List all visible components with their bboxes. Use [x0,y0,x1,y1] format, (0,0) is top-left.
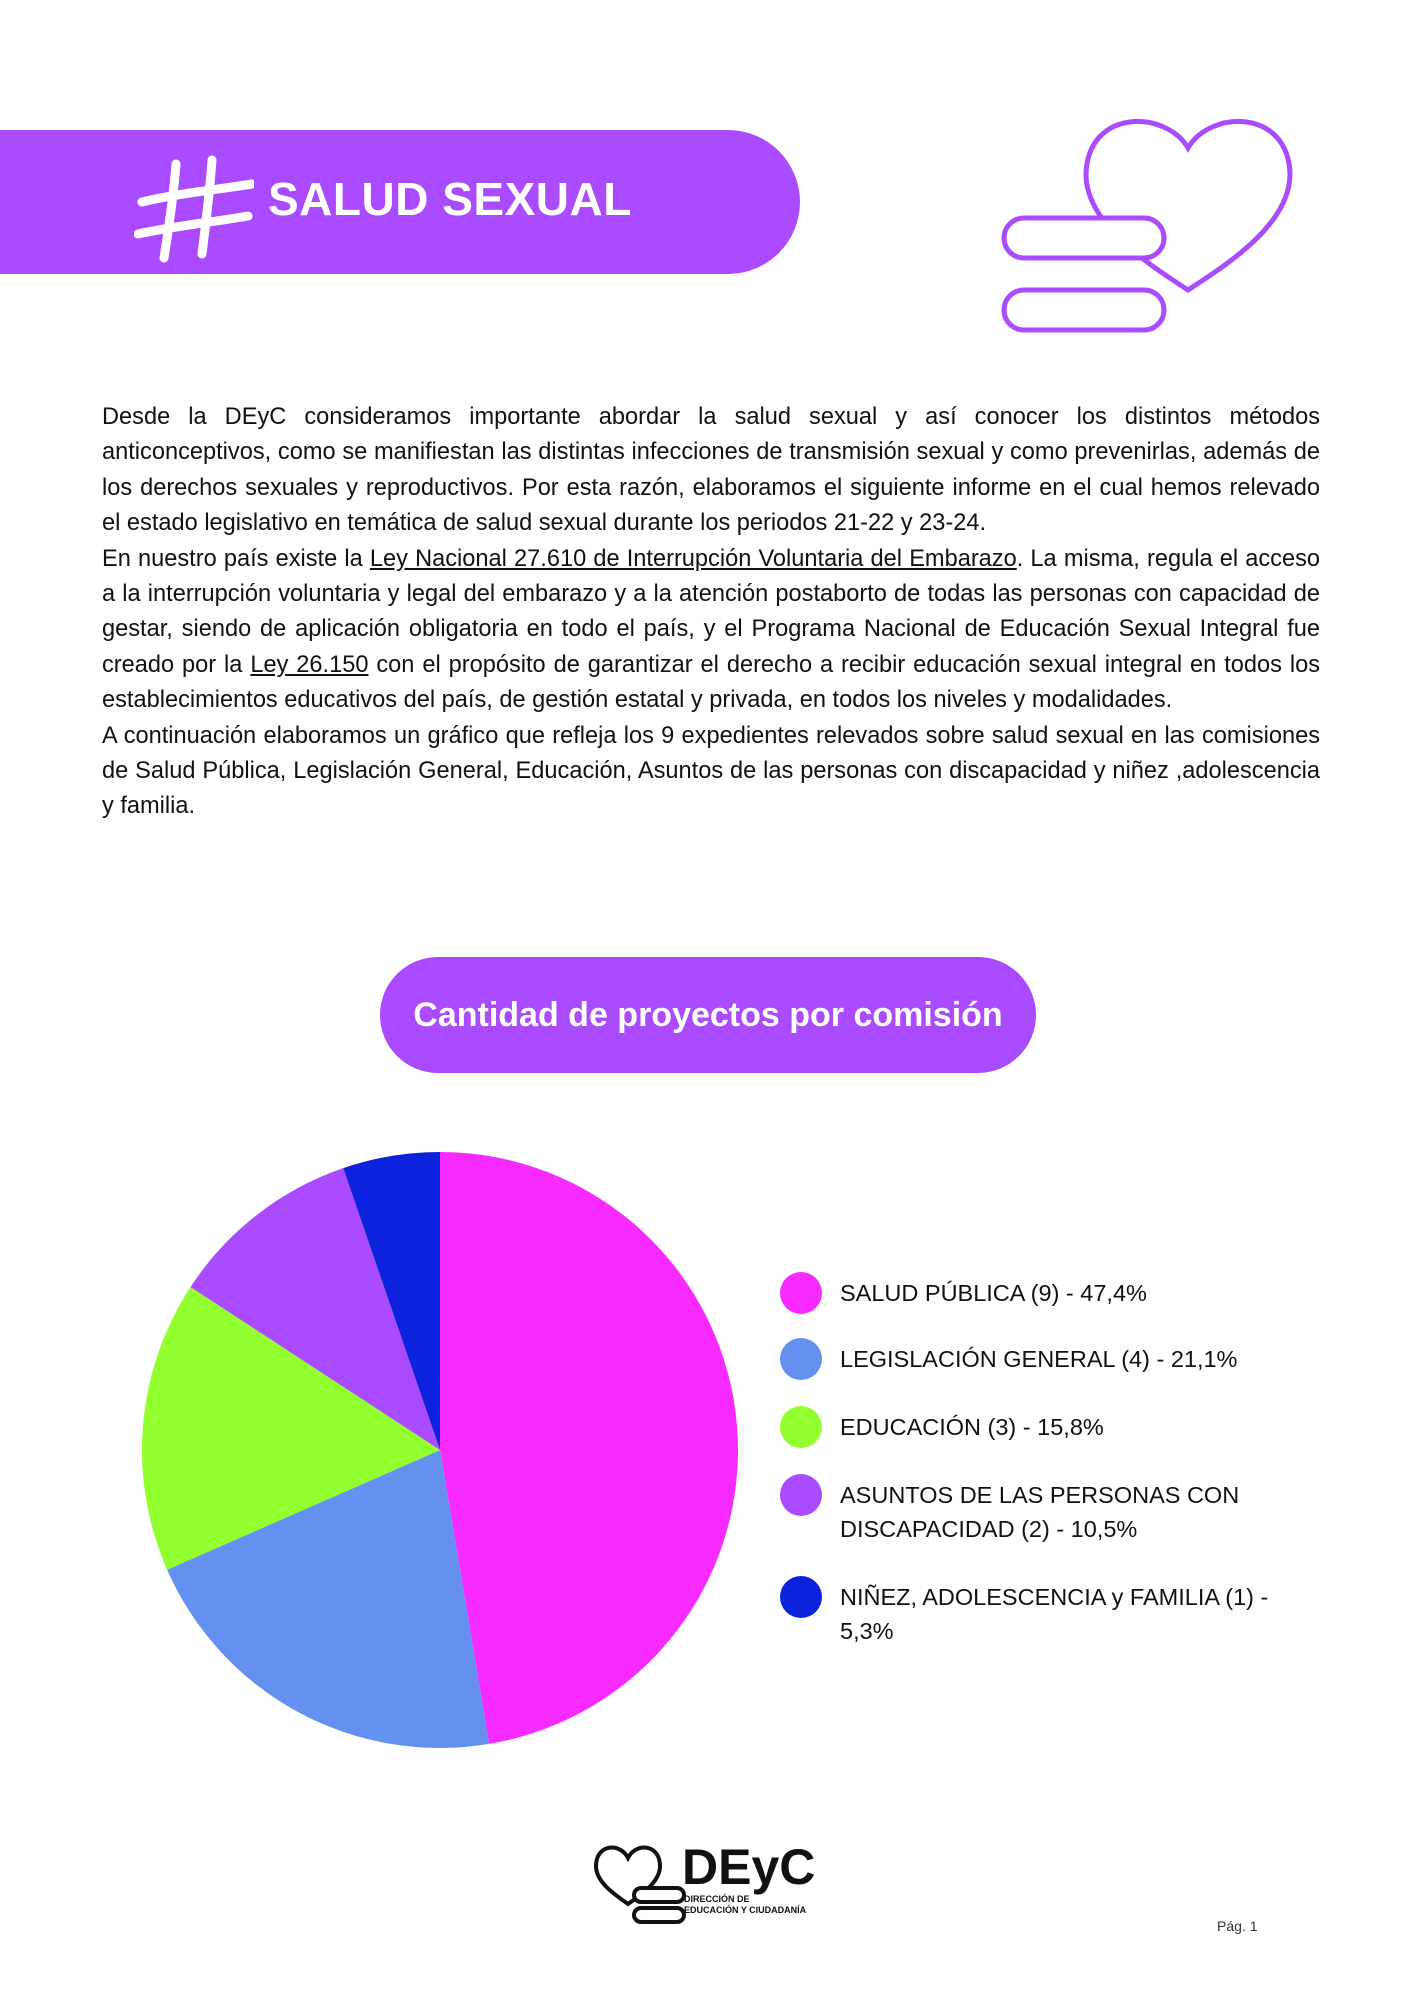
legend-item [780,1580,1280,1648]
legend-swatch [780,1406,822,1448]
legend-label: ASUNTOS DE LAS PERSONAS CON DISCAPACIDAD (2) - 10,5% [840,1482,1240,1542]
legend-swatch [780,1576,822,1618]
legend-swatch [780,1272,822,1314]
intro-paragraph-3: A continuación elaboramos un gráfico que refleja los 9 expedientes relevados sobre salud sexual en las comisiones de Salud Pública, Legislación General, Educación, Asuntos de las personas con discapacidad y niñez ,adolescencia y familia. [102,722,1320,820]
page-title: SALUD SEXUAL [268,173,632,225]
logo-subtitle-2: EDUCACIÓN Y CIUDADANÍA [684,1905,807,1915]
intro-paragraph-1: Desde la DEyC consideramos importante abordar la salud sexual y así conocer los distintos métodos anticonceptivos, como se manifiestan las distintas infecciones de transmisión sexual y como prevenirlas, además de los derechos sexuales y reproductivos. Por esta razón, elaboramos el siguiente informe en el cual hemos relevado el estado legislativo en temática de salud sexual durante los periodos 21-22 y 23-24. [102,404,1320,537]
deyc-logo-icon [594,1836,834,1936]
intro-text [102,400,1320,825]
legend-swatch [780,1474,822,1516]
logo-subtitle-1: DIRECCIÓN DE [684,1894,750,1904]
legend-item [780,1342,1280,1380]
law-27610-link[interactable]: Ley Nacional 27.610 de Interrupción Voluntaria del Embarazo [369,545,1017,572]
legend-label: EDUCACIÓN (3) - 15,8% [840,1414,1104,1440]
legend-item [780,1276,1280,1314]
pie-slice-1 [440,1152,738,1744]
law-26150-link[interactable]: Ley 26.150 [250,651,369,678]
logo-text: DEyC [682,1839,816,1895]
intro-paragraph-2: En nuestro país existe la Ley Nacional 27.610 de Interrupción Voluntaria del Embarazo. La misma, regula el acceso a la interrupción voluntaria y legal del embarazo y a la atención postaborto de todas las personas con capacidad de gestar, siendo de aplicación obligatoria en todo el país, y el Programa Nacional de Educación Sexual Integral fue creado por la Ley 26.150 con el propósito de garantizar el derecho a recibir educación sexual integral en todos los establecimientos educativos del país, de gestión estatal y privada, en todos los niveles y modalidades. [102,545,1320,714]
heart-icon [998,104,1298,344]
pie-chart [130,1140,750,1760]
page-number: Pág. 1 [1217,1918,1258,1934]
legend-swatch [780,1338,822,1380]
legend-label: SALUD PÚBLICA (9) - 47,4% [840,1280,1147,1306]
legend-label: NIÑEZ, ADOLESCENCIA y FAMILIA (1) - 5,3% [840,1584,1269,1644]
hashtag-icon [134,150,254,270]
legend-label: LEGISLACIÓN GENERAL (4) - 21,1% [840,1346,1238,1372]
chart-title: Cantidad de proyectos por comisión [380,957,1036,1073]
legend-item [780,1410,1280,1448]
legend-item [780,1478,1280,1546]
